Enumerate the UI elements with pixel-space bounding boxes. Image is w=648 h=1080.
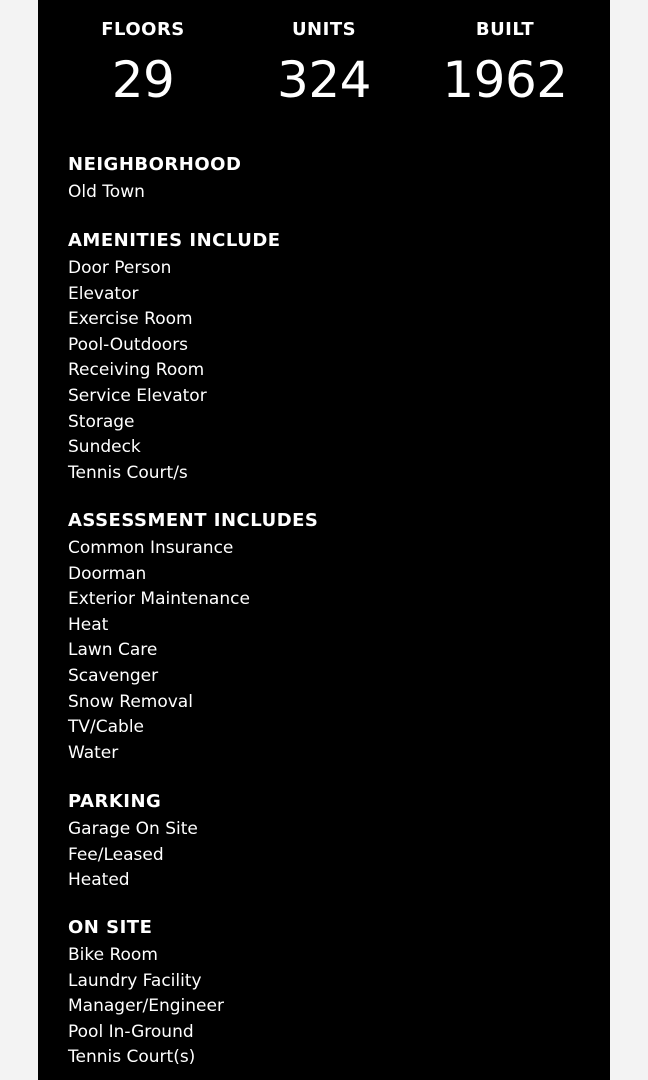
list-item: Garage On Site: [68, 819, 198, 839]
list-item: Heated: [68, 870, 130, 891]
list-item: Tennis Court/s: [68, 462, 188, 483]
list-item: Fee/Leased: [68, 844, 164, 865]
parking-section: [68, 789, 588, 894]
list-item: Laundry Facility: [68, 970, 202, 991]
list-item: Receiving Room: [68, 360, 205, 381]
list-item: Storage: [68, 411, 135, 432]
stat-floors-label: FLOORS: [101, 19, 185, 40]
list-item: Exterior Maintenance: [68, 589, 250, 610]
list-item: Door Person: [68, 258, 172, 278]
onsite-list: [68, 943, 588, 1071]
parking-list: [68, 817, 588, 894]
neighborhood-list: [68, 180, 588, 206]
list-item: Heat: [68, 614, 109, 635]
list-item: Elevator: [68, 283, 139, 304]
list-item: Snow Removal: [68, 691, 193, 712]
onsite-section: [68, 915, 588, 1071]
list-item: Exercise Room: [68, 309, 193, 330]
list-item: Old Town: [68, 182, 145, 202]
list-item: Tennis Court(s): [68, 1047, 196, 1068]
building-details-panel: [38, 0, 610, 1080]
list-item: Doorman: [68, 563, 147, 584]
stat-units-value: 324: [277, 51, 371, 109]
assessment-heading: ASSESSMENT INCLUDES: [68, 510, 319, 531]
assessment-list: [68, 536, 588, 766]
list-item: Service Elevator: [68, 385, 207, 406]
neighborhood-heading: NEIGHBORHOOD: [68, 154, 242, 175]
stat-built: [415, 16, 595, 109]
list-item: Sundeck: [68, 437, 141, 458]
list-item: Pool-Outdoors: [68, 334, 189, 355]
amenities-section: [68, 228, 588, 486]
onsite-heading: ON SITE: [68, 917, 153, 938]
amenities-heading: AMENITIES INCLUDE: [68, 230, 281, 251]
list-item: Pool In-Ground: [68, 1021, 194, 1042]
neighborhood-section: [68, 152, 588, 206]
stat-built-value: 1962: [442, 51, 568, 109]
list-item: Scavenger: [68, 665, 159, 686]
stat-floors: [53, 16, 233, 109]
stat-units-label: UNITS: [291, 19, 357, 40]
amenities-list: [68, 256, 588, 486]
stat-units: [234, 16, 414, 109]
assessment-section: [68, 508, 588, 766]
list-item: Lawn Care: [68, 640, 158, 661]
parking-heading: PARKING: [68, 791, 162, 812]
list-item: Water: [68, 742, 119, 763]
list-item: Bike Room: [68, 945, 158, 965]
stat-built-label: BUILT: [475, 19, 535, 40]
list-item: Manager/Engineer: [68, 996, 224, 1017]
list-item: Common Insurance: [68, 538, 234, 558]
list-item: TV/Cable: [68, 717, 145, 738]
stat-floors-value: 29: [111, 51, 175, 109]
